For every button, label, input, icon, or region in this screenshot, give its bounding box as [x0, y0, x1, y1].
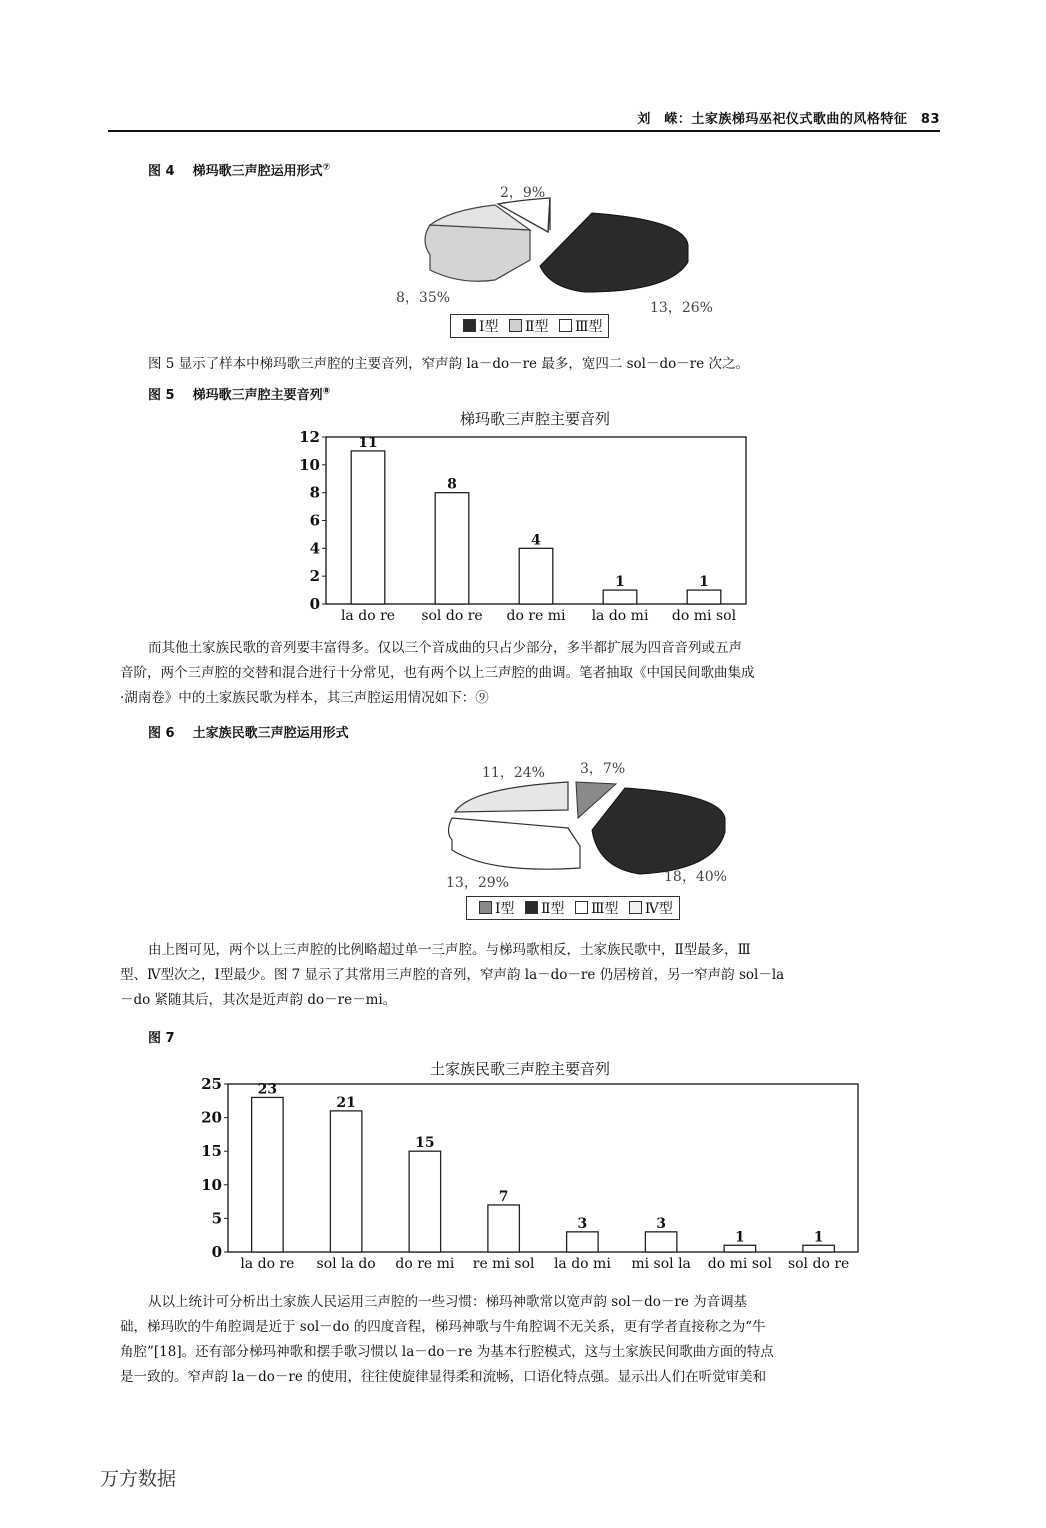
paragraph-3-line-1: 由上图可见，两个以上三声腔的比例略超过单一三声腔。与梯玛歌相反，土家族民歌中，Ⅱ型最多，Ⅲ — [148, 942, 751, 958]
fig6-legend-type2: Ⅱ型 — [540, 901, 565, 917]
paragraph-3 — [120, 938, 942, 1013]
paragraph-3-line-3: －do 紧随其后，其次是近声韵 do－re－mi。 — [120, 992, 397, 1008]
paragraph-4-line-4: 是一致的。窄声韵 la－do－re 的使用，往往使旋律显得柔和流畅，口语化特点强。显示出人们在听觉审美和 — [120, 1369, 767, 1385]
fig6-legend-type3: Ⅲ型 — [590, 901, 619, 917]
fig7-bar — [330, 1111, 362, 1252]
fig7-data-label: 3 — [656, 1215, 666, 1232]
fig5-bar — [519, 548, 553, 604]
fig5-category-label: la do mi — [591, 608, 649, 624]
fig5-category-label: do mi sol — [671, 608, 737, 624]
fig7-ytick-label: 10 — [201, 1175, 222, 1194]
fig7-ytick-label: 25 — [201, 1075, 222, 1093]
fig5-caption — [148, 384, 330, 403]
paragraph-1: 图 5 显示了样本中梯玛歌三声腔的主要音列，窄声韵 la－do－re 最多，宽四二 sol－do－re 次之。 — [148, 356, 749, 372]
fig7-ytick-label: 15 — [201, 1142, 222, 1161]
paragraph-3-line-2: 型、Ⅳ型次之，Ⅰ型最少。图 7 显示了其常用三声腔的音列，窄声韵 la－do－re 仍居榜首，另一窄声韵 sol－la — [120, 967, 785, 983]
fig7-ytick-label: 0 — [211, 1243, 222, 1261]
fig7-bar — [567, 1232, 599, 1252]
fig7-category-label: sol do re — [787, 1256, 850, 1272]
fig6-caption-num: 图 6 — [148, 726, 175, 741]
fig7-category-label: sol la do — [316, 1256, 376, 1272]
fig5-caption-num: 图 5 — [148, 388, 175, 403]
fig5-ytick-label: 6 — [309, 511, 320, 530]
fig5-ytick-label: 8 — [309, 483, 320, 502]
fig7-caption-num: 图 7 — [148, 1031, 175, 1046]
fig6-slice-type4 — [455, 782, 568, 812]
fig5-ytick-label: 2 — [309, 567, 320, 586]
fig7-data-label: 3 — [577, 1215, 588, 1232]
fig4-legend-type3: Ⅲ型 — [574, 319, 603, 335]
fig6-legend-swatch-type2 — [525, 901, 538, 914]
fig5-category-label: sol do re — [421, 608, 483, 624]
fig6-slice-type2 — [592, 788, 725, 874]
paragraph-4 — [120, 1290, 942, 1390]
fig5-data-label: 8 — [447, 476, 457, 493]
fig6-legend-swatch-type4 — [629, 901, 642, 914]
fig4-caption-title: 梯玛歌三声腔运用形式 — [192, 164, 323, 179]
running-header: 刘 嵘：土家族梯玛巫祀仪式歌曲的风格特征 83 — [637, 112, 940, 127]
fig4-slice-type1 — [540, 213, 688, 292]
fig7-bar — [645, 1232, 677, 1252]
fig7-data-label: 7 — [498, 1188, 509, 1205]
fig7-category-label: la do mi — [553, 1256, 611, 1272]
fig4-label-type2: 8，35% — [396, 290, 451, 306]
fig7-category-label: re mi sol — [472, 1256, 535, 1272]
fig7-chart-title: 土家族民歌三声腔主要音列 — [429, 1060, 610, 1078]
fig5-ytick-label: 0 — [309, 595, 320, 613]
paragraph-2-line-1: 而其他土家族民歌的音列要丰富得多。仅以三个音成曲的只占少部分，多半都扩展为四音音列或五声 — [148, 640, 742, 656]
fig6-legend-type4: Ⅳ型 — [644, 901, 673, 917]
fig4-legend-type1: Ⅰ型 — [479, 319, 499, 335]
fig7-data-label: 1 — [735, 1229, 745, 1246]
fig6-label-type3: 13，29% — [446, 875, 509, 891]
fig4-label-type1: 13，26% — [650, 300, 713, 316]
fig5-data-label: 11 — [358, 434, 378, 451]
paragraph-2-line-3: ·湖南卷》中的土家族民歌为样本，其三声腔运用情况如下：⑨ — [120, 690, 489, 706]
fig6-label-type4: 11，24% — [482, 765, 545, 781]
fig5-data-label: 4 — [531, 532, 541, 549]
fig5-bar — [351, 451, 385, 604]
fig7-category-label: la do re — [240, 1256, 295, 1272]
fig5-category-label: do re mi — [506, 608, 566, 624]
fig7-caption — [148, 1027, 175, 1046]
fig5-data-label: 1 — [699, 574, 709, 591]
paragraph-4-line-1: 从以上统计可分析出土家族人民运用三声腔的一些习惯：梯玛神歌常以宽声韵 sol－do－re 为音调基 — [148, 1294, 748, 1310]
fig4-legend — [450, 314, 609, 338]
fig7-bar — [488, 1205, 520, 1252]
fig5-category-label: la do re — [340, 608, 396, 624]
paragraph-4-line-2: 础，梯玛吹的牛角腔调是近于 sol－do 的四度音程，梯玛神歌与牛角腔调不无关系，更有学者直接称之为“牛 — [120, 1319, 766, 1335]
fig7-plot-frame — [228, 1084, 858, 1252]
footer-watermark: 万方数据 — [100, 1468, 177, 1490]
fig6-legend-swatch-type3 — [575, 901, 588, 914]
fig4-legend-swatch-type3 — [559, 319, 572, 332]
fig6-legend-type1: Ⅰ型 — [495, 901, 515, 917]
fig4-legend-swatch-type1 — [463, 319, 476, 332]
fig6-label-type2: 18，40% — [664, 869, 727, 885]
fig5-caption-note: ⑧ — [322, 386, 331, 397]
paragraph-2 — [120, 636, 942, 711]
fig7-category-label: do re mi — [395, 1256, 455, 1272]
fig4-caption-num: 图 4 — [148, 164, 175, 179]
fig5-chart-title: 梯玛歌三声腔主要音列 — [459, 410, 610, 428]
fig6-legend-swatch-type1 — [479, 901, 492, 914]
fig5-bar — [687, 590, 721, 604]
fig7-category-label: mi sol la — [631, 1256, 691, 1272]
fig7-category-label: do mi sol — [707, 1256, 772, 1272]
fig7-data-label: 15 — [415, 1135, 435, 1152]
fig6-label-type1: 3，7% — [580, 761, 626, 777]
fig7-data-label: 21 — [336, 1094, 356, 1111]
fig6-slice-type3 — [449, 818, 581, 869]
fig4-caption-note: ⑦ — [322, 162, 331, 173]
fig4-legend-type2: Ⅱ型 — [524, 319, 549, 335]
fig7-ytick-label: 5 — [211, 1209, 222, 1228]
fig4-label-type3: 2，9% — [500, 185, 546, 201]
fig5-caption-title: 梯玛歌三声腔主要音列 — [192, 388, 323, 403]
fig4-caption — [148, 160, 330, 179]
fig6-caption-title: 土家族民歌三声腔运用形式 — [192, 726, 349, 741]
fig7-bar — [252, 1097, 284, 1252]
fig5-bar — [435, 493, 469, 604]
paragraph-2-line-2: 音阶，两个三声腔的交替和混合进行十分常见，也有两个以上三声腔的曲调。笔者抽取《中国民间歌曲集成 — [120, 665, 755, 681]
fig7-bar — [409, 1151, 441, 1252]
fig4-legend-swatch-type2 — [509, 319, 522, 332]
fig7-data-label: 23 — [257, 1081, 278, 1098]
fig5-bar-chart — [296, 425, 766, 630]
fig7-data-label: 1 — [813, 1229, 824, 1246]
fig6-legend — [466, 896, 680, 920]
fig7-bar-chart — [190, 1074, 870, 1280]
fig6-caption — [148, 722, 349, 741]
paragraph-4-line-3: 角腔”[18]。还有部分梯玛神歌和摆手歌习惯以 la－do－re 为基本行腔模式，这与土家族民间歌曲方面的特点 — [120, 1344, 774, 1360]
fig7-bar — [724, 1245, 756, 1252]
fig5-bar — [603, 590, 637, 604]
fig7-ytick-label: 20 — [201, 1108, 222, 1127]
fig4-slice-type2 — [425, 225, 530, 281]
fig7-bar — [803, 1245, 835, 1252]
fig5-ytick-label: 10 — [299, 455, 320, 474]
fig5-ytick-label: 12 — [299, 428, 320, 446]
fig5-ytick-label: 4 — [309, 539, 320, 558]
fig5-data-label: 1 — [615, 574, 625, 591]
header-rule — [108, 130, 940, 132]
